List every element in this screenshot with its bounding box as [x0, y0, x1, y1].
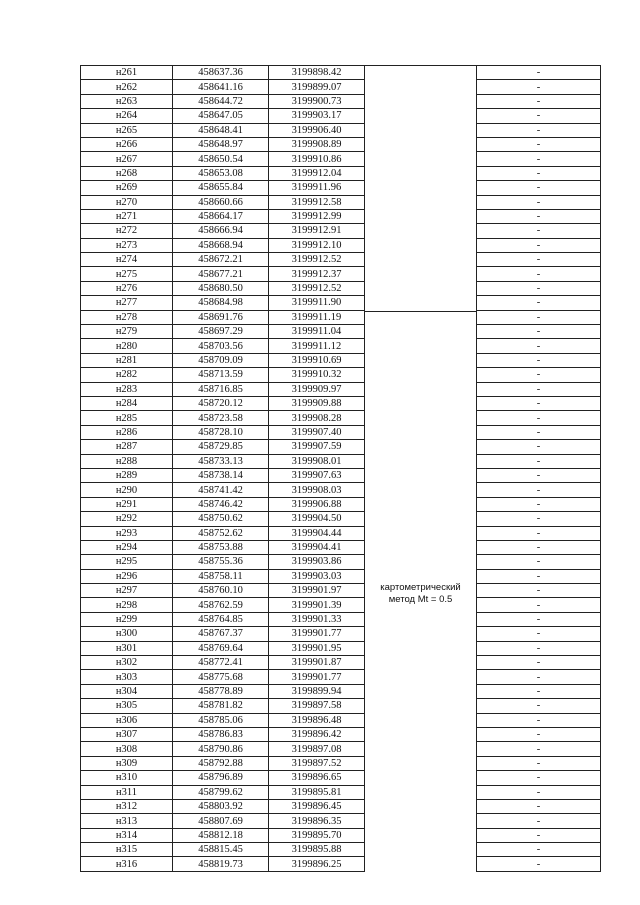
table-row	[81, 353, 601, 367]
error-cell: -	[477, 569, 601, 583]
y-coordinate-cell: 3199908.01	[269, 454, 365, 468]
y-coordinate-cell: 3199912.52	[269, 253, 365, 267]
y-coordinate-cell: 3199901.33	[269, 612, 365, 626]
y-coordinate-cell: 3199904.41	[269, 540, 365, 554]
x-coordinate-cell: 458786.83	[173, 727, 269, 741]
x-coordinate-cell: 458772.41	[173, 656, 269, 670]
y-coordinate-cell: 3199909.88	[269, 396, 365, 410]
error-cell: -	[477, 656, 601, 670]
x-coordinate-cell: 458733.13	[173, 454, 269, 468]
table-row	[81, 137, 601, 151]
y-coordinate-cell: 3199912.58	[269, 195, 365, 209]
point-name-cell: н301	[81, 641, 173, 655]
point-name-cell: н261	[81, 66, 173, 80]
x-coordinate-cell: 458648.41	[173, 123, 269, 137]
y-coordinate-cell: 3199912.37	[269, 267, 365, 281]
x-coordinate-cell: 458753.88	[173, 540, 269, 554]
table-row	[81, 828, 601, 842]
error-cell: -	[477, 670, 601, 684]
table-row	[81, 699, 601, 713]
table-row	[81, 411, 601, 425]
x-coordinate-cell: 458746.42	[173, 497, 269, 511]
x-coordinate-cell: 458764.85	[173, 612, 269, 626]
error-cell: -	[477, 411, 601, 425]
y-coordinate-cell: 3199907.59	[269, 440, 365, 454]
table-row	[81, 325, 601, 339]
table-row	[81, 396, 601, 410]
point-name-cell: н263	[81, 94, 173, 108]
x-coordinate-cell: 458713.59	[173, 368, 269, 382]
y-coordinate-cell: 3199904.44	[269, 526, 365, 540]
y-coordinate-cell: 3199910.86	[269, 152, 365, 166]
y-coordinate-cell: 3199910.32	[269, 368, 365, 382]
y-coordinate-cell: 3199896.25	[269, 857, 365, 871]
point-name-cell: н283	[81, 382, 173, 396]
table-row	[81, 66, 601, 80]
y-coordinate-cell: 3199895.81	[269, 785, 365, 799]
method-cell	[365, 66, 477, 872]
point-name-cell: н266	[81, 137, 173, 151]
point-name-cell: н271	[81, 209, 173, 223]
table-row	[81, 771, 601, 785]
table-row	[81, 94, 601, 108]
error-cell: -	[477, 742, 601, 756]
error-cell: -	[477, 540, 601, 554]
x-coordinate-cell: 458781.82	[173, 699, 269, 713]
table-row	[81, 799, 601, 813]
table-row	[81, 727, 601, 741]
y-coordinate-cell: 3199901.97	[269, 584, 365, 598]
y-coordinate-cell: 3199906.40	[269, 123, 365, 137]
point-name-cell: н275	[81, 267, 173, 281]
error-cell: -	[477, 713, 601, 727]
x-coordinate-cell: 458647.05	[173, 109, 269, 123]
y-coordinate-cell: 3199910.69	[269, 353, 365, 367]
x-coordinate-cell: 458653.08	[173, 166, 269, 180]
x-coordinate-cell: 458769.64	[173, 641, 269, 655]
y-coordinate-cell: 3199901.77	[269, 627, 365, 641]
error-cell: -	[477, 310, 601, 324]
y-coordinate-cell: 3199897.08	[269, 742, 365, 756]
error-cell: -	[477, 382, 601, 396]
error-cell: -	[477, 468, 601, 482]
table-row	[81, 123, 601, 137]
point-name-cell: н268	[81, 166, 173, 180]
error-cell: -	[477, 454, 601, 468]
table-row	[81, 756, 601, 770]
point-name-cell: н264	[81, 109, 173, 123]
y-coordinate-cell: 3199900.73	[269, 94, 365, 108]
error-cell: -	[477, 555, 601, 569]
point-name-cell: н303	[81, 670, 173, 684]
y-coordinate-cell: 3199898.42	[269, 66, 365, 80]
table-row	[81, 382, 601, 396]
x-coordinate-cell: 458650.54	[173, 152, 269, 166]
error-cell: -	[477, 80, 601, 94]
point-name-cell: н311	[81, 785, 173, 799]
x-coordinate-cell: 458720.12	[173, 396, 269, 410]
point-name-cell: н302	[81, 656, 173, 670]
point-name-cell: н304	[81, 684, 173, 698]
y-coordinate-cell: 3199901.95	[269, 641, 365, 655]
table-row	[81, 598, 601, 612]
x-coordinate-cell: 458641.16	[173, 80, 269, 94]
y-coordinate-cell: 3199896.35	[269, 814, 365, 828]
x-coordinate-cell: 458660.66	[173, 195, 269, 209]
y-coordinate-cell: 3199897.58	[269, 699, 365, 713]
x-coordinate-cell: 458684.98	[173, 296, 269, 310]
y-coordinate-cell: 3199896.65	[269, 771, 365, 785]
table-row	[81, 656, 601, 670]
table-row	[81, 684, 601, 698]
x-coordinate-cell: 458796.89	[173, 771, 269, 785]
x-coordinate-cell: 458750.62	[173, 512, 269, 526]
point-name-cell: н291	[81, 497, 173, 511]
point-name-cell: н269	[81, 181, 173, 195]
table-row	[81, 368, 601, 382]
y-coordinate-cell: 3199901.87	[269, 656, 365, 670]
error-cell: -	[477, 281, 601, 295]
x-coordinate-cell: 458807.69	[173, 814, 269, 828]
error-cell: -	[477, 785, 601, 799]
table-row	[81, 152, 601, 166]
x-coordinate-cell: 458672.21	[173, 253, 269, 267]
point-name-cell: н316	[81, 857, 173, 871]
x-coordinate-cell: 458664.17	[173, 209, 269, 223]
table-row	[81, 670, 601, 684]
x-coordinate-cell: 458758.11	[173, 569, 269, 583]
error-cell: -	[477, 598, 601, 612]
y-coordinate-cell: 3199897.52	[269, 756, 365, 770]
x-coordinate-cell: 458775.68	[173, 670, 269, 684]
point-name-cell: н276	[81, 281, 173, 295]
table-row	[81, 641, 601, 655]
y-coordinate-cell: 3199912.99	[269, 209, 365, 223]
x-coordinate-cell: 458709.09	[173, 353, 269, 367]
table-row	[81, 166, 601, 180]
error-cell: -	[477, 584, 601, 598]
point-name-cell: н262	[81, 80, 173, 94]
table-row	[81, 555, 601, 569]
point-name-cell: н281	[81, 353, 173, 367]
error-cell: -	[477, 94, 601, 108]
error-cell: -	[477, 814, 601, 828]
table-row	[81, 454, 601, 468]
x-coordinate-cell: 458815.45	[173, 843, 269, 857]
table-row	[81, 512, 601, 526]
error-cell: -	[477, 799, 601, 813]
error-cell: -	[477, 727, 601, 741]
error-cell: -	[477, 238, 601, 252]
x-coordinate-cell: 458716.85	[173, 382, 269, 396]
point-name-cell: н286	[81, 425, 173, 439]
error-cell: -	[477, 641, 601, 655]
error-cell: -	[477, 483, 601, 497]
y-coordinate-cell: 3199896.45	[269, 799, 365, 813]
error-cell: -	[477, 828, 601, 842]
table-row	[81, 526, 601, 540]
x-coordinate-cell: 458729.85	[173, 440, 269, 454]
table-row	[81, 209, 601, 223]
point-name-cell: н290	[81, 483, 173, 497]
error-cell: -	[477, 224, 601, 238]
x-coordinate-cell: 458803.92	[173, 799, 269, 813]
y-coordinate-cell: 3199911.90	[269, 296, 365, 310]
table-row	[81, 425, 601, 439]
error-cell: -	[477, 771, 601, 785]
table-row	[81, 339, 601, 353]
error-cell: -	[477, 425, 601, 439]
error-cell: -	[477, 152, 601, 166]
y-coordinate-cell: 3199895.70	[269, 828, 365, 842]
y-coordinate-cell: 3199912.91	[269, 224, 365, 238]
y-coordinate-cell: 3199911.12	[269, 339, 365, 353]
error-cell: -	[477, 253, 601, 267]
y-coordinate-cell: 3199903.03	[269, 569, 365, 583]
point-name-cell: н292	[81, 512, 173, 526]
table-row	[81, 109, 601, 123]
error-cell: -	[477, 512, 601, 526]
x-coordinate-cell: 458697.29	[173, 325, 269, 339]
y-coordinate-cell: 3199908.28	[269, 411, 365, 425]
table-row	[81, 181, 601, 195]
y-coordinate-cell: 3199895.88	[269, 843, 365, 857]
point-name-cell: н270	[81, 195, 173, 209]
error-cell: -	[477, 699, 601, 713]
x-coordinate-cell: 458691.76	[173, 310, 269, 324]
point-name-cell: н306	[81, 713, 173, 727]
error-cell: -	[477, 857, 601, 871]
error-cell: -	[477, 684, 601, 698]
point-name-cell: н295	[81, 555, 173, 569]
error-cell: -	[477, 166, 601, 180]
table-row	[81, 540, 601, 554]
point-name-cell: н293	[81, 526, 173, 540]
y-coordinate-cell: 3199903.86	[269, 555, 365, 569]
table-row	[81, 310, 601, 324]
table-row	[81, 238, 601, 252]
error-cell: -	[477, 123, 601, 137]
y-coordinate-cell: 3199909.97	[269, 382, 365, 396]
point-name-cell: н299	[81, 612, 173, 626]
error-cell: -	[477, 497, 601, 511]
y-coordinate-cell: 3199911.19	[269, 310, 365, 324]
error-cell: -	[477, 325, 601, 339]
table-row	[81, 296, 601, 310]
table-row	[81, 440, 601, 454]
error-cell: -	[477, 353, 601, 367]
error-cell: -	[477, 267, 601, 281]
x-coordinate-cell: 458637.36	[173, 66, 269, 80]
point-name-cell: н272	[81, 224, 173, 238]
point-name-cell: н274	[81, 253, 173, 267]
method-cell-divider	[365, 311, 477, 312]
x-coordinate-cell: 458762.59	[173, 598, 269, 612]
x-coordinate-cell: 458723.58	[173, 411, 269, 425]
point-name-cell: н313	[81, 814, 173, 828]
y-coordinate-cell: 3199901.39	[269, 598, 365, 612]
table-row	[81, 627, 601, 641]
error-cell: -	[477, 209, 601, 223]
y-coordinate-cell: 3199899.07	[269, 80, 365, 94]
error-cell: -	[477, 526, 601, 540]
y-coordinate-cell: 3199911.04	[269, 325, 365, 339]
coordinates-table	[80, 65, 601, 872]
y-coordinate-cell: 3199908.89	[269, 137, 365, 151]
y-coordinate-cell: 3199906.88	[269, 497, 365, 511]
point-name-cell: н287	[81, 440, 173, 454]
y-coordinate-cell: 3199912.04	[269, 166, 365, 180]
y-coordinate-cell: 3199912.52	[269, 281, 365, 295]
point-name-cell: н307	[81, 727, 173, 741]
x-coordinate-cell: 458790.86	[173, 742, 269, 756]
x-coordinate-cell: 458760.10	[173, 584, 269, 598]
point-name-cell: н312	[81, 799, 173, 813]
error-cell: -	[477, 181, 601, 195]
point-name-cell: н280	[81, 339, 173, 353]
table-row	[81, 857, 601, 871]
table-row	[81, 612, 601, 626]
x-coordinate-cell: 458703.56	[173, 339, 269, 353]
point-name-cell: н277	[81, 296, 173, 310]
error-cell: -	[477, 627, 601, 641]
error-cell: -	[477, 368, 601, 382]
point-name-cell: н297	[81, 584, 173, 598]
table-row	[81, 281, 601, 295]
x-coordinate-cell: 458785.06	[173, 713, 269, 727]
error-cell: -	[477, 396, 601, 410]
table-row	[81, 468, 601, 482]
point-name-cell: н315	[81, 843, 173, 857]
error-cell: -	[477, 109, 601, 123]
table-row	[81, 584, 601, 598]
table-row	[81, 742, 601, 756]
x-coordinate-cell: 458680.50	[173, 281, 269, 295]
table-row	[81, 483, 601, 497]
table-row	[81, 195, 601, 209]
point-name-cell: н282	[81, 368, 173, 382]
point-name-cell: н298	[81, 598, 173, 612]
table-row	[81, 224, 601, 238]
table-row	[81, 569, 601, 583]
x-coordinate-cell: 458741.42	[173, 483, 269, 497]
error-cell: -	[477, 296, 601, 310]
error-cell: -	[477, 66, 601, 80]
table-row	[81, 267, 601, 281]
x-coordinate-cell: 458792.88	[173, 756, 269, 770]
point-name-cell: н296	[81, 569, 173, 583]
point-name-cell: н273	[81, 238, 173, 252]
coordinates-table-body	[81, 66, 601, 872]
x-coordinate-cell: 458819.73	[173, 857, 269, 871]
table-row	[81, 713, 601, 727]
error-cell: -	[477, 137, 601, 151]
point-name-cell: н289	[81, 468, 173, 482]
x-coordinate-cell: 458728.10	[173, 425, 269, 439]
table-row	[81, 253, 601, 267]
x-coordinate-cell: 458812.18	[173, 828, 269, 842]
y-coordinate-cell: 3199912.10	[269, 238, 365, 252]
point-name-cell: н314	[81, 828, 173, 842]
point-name-cell: н267	[81, 152, 173, 166]
y-coordinate-cell: 3199901.77	[269, 670, 365, 684]
y-coordinate-cell: 3199907.40	[269, 425, 365, 439]
y-coordinate-cell: 3199899.94	[269, 684, 365, 698]
error-cell: -	[477, 440, 601, 454]
x-coordinate-cell: 458648.97	[173, 137, 269, 151]
point-name-cell: н308	[81, 742, 173, 756]
point-name-cell: н265	[81, 123, 173, 137]
x-coordinate-cell: 458799.62	[173, 785, 269, 799]
x-coordinate-cell: 458767.37	[173, 627, 269, 641]
error-cell: -	[477, 756, 601, 770]
point-name-cell: н278	[81, 310, 173, 324]
point-name-cell: н279	[81, 325, 173, 339]
x-coordinate-cell: 458644.72	[173, 94, 269, 108]
x-coordinate-cell: 458755.36	[173, 555, 269, 569]
method-label: картометрический	[380, 581, 461, 593]
point-name-cell: н284	[81, 396, 173, 410]
x-coordinate-cell: 458655.84	[173, 181, 269, 195]
table-row	[81, 80, 601, 94]
point-name-cell: н305	[81, 699, 173, 713]
table-row	[81, 843, 601, 857]
table-row	[81, 814, 601, 828]
x-coordinate-cell: 458677.21	[173, 267, 269, 281]
x-coordinate-cell: 458778.89	[173, 684, 269, 698]
x-coordinate-cell: 458668.94	[173, 238, 269, 252]
error-cell: -	[477, 195, 601, 209]
y-coordinate-cell: 3199911.96	[269, 181, 365, 195]
point-name-cell: н285	[81, 411, 173, 425]
table-row	[81, 785, 601, 799]
y-coordinate-cell: 3199903.17	[269, 109, 365, 123]
y-coordinate-cell: 3199896.48	[269, 713, 365, 727]
x-coordinate-cell: 458752.62	[173, 526, 269, 540]
error-cell: -	[477, 612, 601, 626]
point-name-cell: н294	[81, 540, 173, 554]
point-name-cell: н288	[81, 454, 173, 468]
table-row	[81, 497, 601, 511]
point-name-cell: н310	[81, 771, 173, 785]
y-coordinate-cell: 3199896.42	[269, 727, 365, 741]
x-coordinate-cell: 458666.94	[173, 224, 269, 238]
y-coordinate-cell: 3199908.03	[269, 483, 365, 497]
x-coordinate-cell: 458738.14	[173, 468, 269, 482]
y-coordinate-cell: 3199907.63	[269, 468, 365, 482]
method-accuracy-label: метод Mt = 0.5	[388, 593, 453, 605]
point-name-cell: н309	[81, 756, 173, 770]
y-coordinate-cell: 3199904.50	[269, 512, 365, 526]
error-cell: -	[477, 843, 601, 857]
point-name-cell: н300	[81, 627, 173, 641]
error-cell: -	[477, 339, 601, 353]
